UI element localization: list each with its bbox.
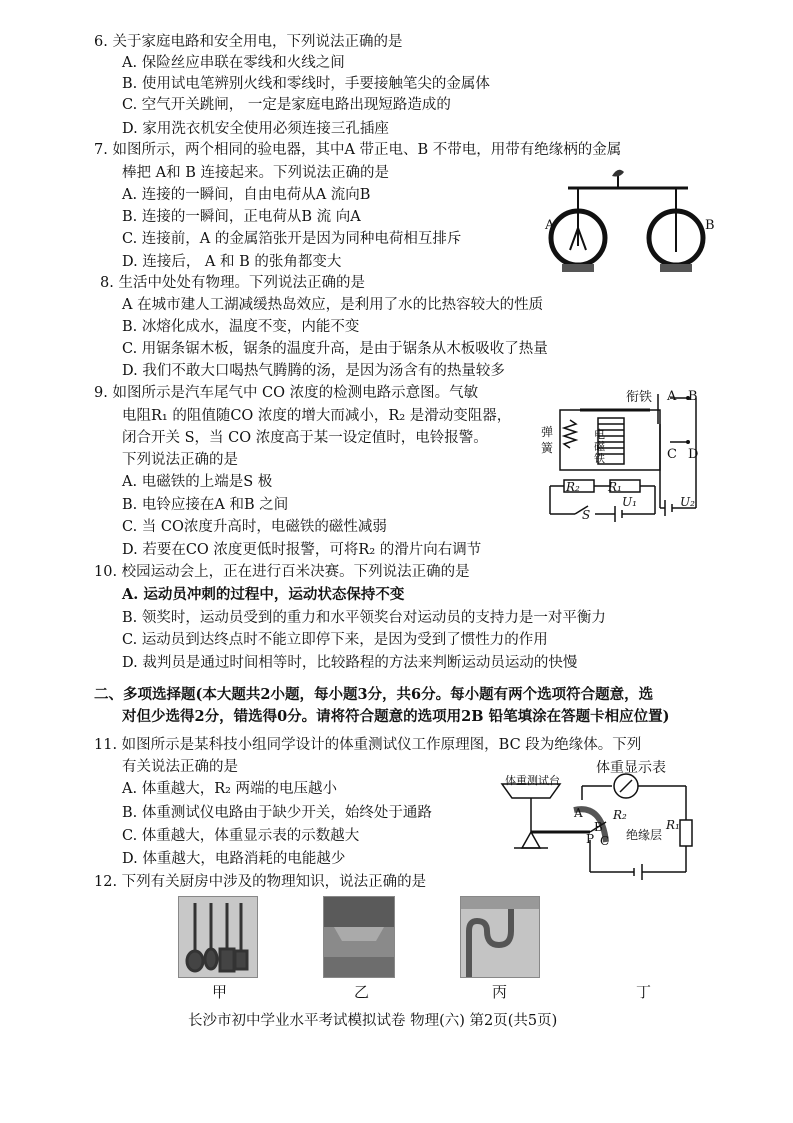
q11-stem-line2: 有关说法正确的是 (122, 759, 238, 775)
u2-label: U₂ (680, 495, 695, 509)
q11-option-c: C. 体重越大，体重显示表的示数越大 (122, 828, 360, 844)
q9-stem-line1: 9. 如图所示是汽车尾气中 CO 浓度的检测电路示意图。气敏 (94, 385, 479, 401)
r2-label: R₂ (566, 480, 580, 494)
photo-sink-trap (460, 896, 540, 978)
point-a-label: A (574, 806, 583, 820)
q11-option-d: D. 体重越大，电路消耗的电能越少 (122, 851, 346, 867)
spring-label-1: 弹 (541, 425, 554, 439)
u1-label: U₁ (622, 495, 637, 509)
q8-option-d: D. 我们不敢大口喝热气腾腾的汤，是因为汤含有的热量较多 (122, 363, 505, 379)
q6-option-a: A. 保险丝应串联在零线和火线之间 (122, 55, 345, 71)
q9-stem-line3: 闭合开关 S，当 CO 浓度高于某一设定值时，电铃报警。 (122, 430, 488, 446)
caption-bing: 丙 (492, 983, 508, 1001)
q8-option-a: A 在城市建人工湖减缓热岛效应，是利用了水的比热容较大的性质 (122, 297, 544, 313)
q10-option-d: D. 裁判员是通过时间相等时，比较路程的方法来判断运动员运动的快慢 (122, 655, 578, 671)
spring-label-2: 簧 (541, 441, 554, 455)
display-meter-title: 体重显示表 (596, 760, 666, 776)
q7-option-a: A. 连接的一瞬间，自由电荷从A 流向B (122, 187, 371, 203)
q8-option-c: C. 用锯条锯木板，锯条的温度升高，是由于锯条从木板吸收了热量 (122, 341, 548, 357)
magnet-label-3: 铁 (594, 452, 605, 465)
contact-c-label: C (667, 447, 677, 462)
q7-option-b: B. 连接的一瞬间，正电荷从B 流 向A (122, 209, 361, 225)
r2-resistor-label: R₂ (613, 808, 627, 822)
armature-label: 衔铁 (626, 390, 653, 405)
magnet-label-1: 电 (594, 428, 605, 441)
caption-jia: 甲 (212, 983, 228, 1001)
q10-option-a: A. 运动员冲刺的过程中，运动状态保持不变 (122, 586, 405, 603)
q9-option-d: D. 若要在CO 浓度更低时报警，可将R₂ 的滑片向右调节 (122, 542, 482, 558)
caption-yi: 乙 (354, 983, 370, 1001)
q7-option-d: D. 连接后， A 和 B 的张角都变大 (122, 254, 342, 270)
q10-stem: 10. 校园运动会上，正在进行百米决赛。下列说法正确的是 (94, 564, 470, 580)
section2-heading-line1: 二、多项选择题(本大题共2小题，每小题3分，共6分。每小题有两个选项符合题意，选 (94, 686, 654, 703)
photo-spatulas (178, 896, 258, 978)
q12-stem: 12. 下列有关厨房中涉及的物理知识，说法正确的是 (94, 874, 427, 890)
magnet-label-2: 磁 (594, 440, 605, 453)
point-b-label: B (594, 820, 603, 834)
caption-ding: 丁 (636, 983, 652, 1001)
q8-option-b: B. 冰熔化成水，温度不变，内能不变 (122, 319, 360, 335)
switch-s-label: S (582, 508, 591, 522)
contact-b-label: B (688, 389, 698, 404)
point-c-label: C (600, 834, 610, 848)
contact-d-label: D (688, 447, 699, 462)
q6-stem: 6. 关于家庭电路和安全用电，下列说法正确的是 (94, 34, 403, 50)
q9-option-a: A. 电磁铁的上端是S 极 (122, 474, 273, 490)
point-p-label: P (586, 832, 595, 846)
q10-option-b: B. 领奖时，运动员受到的重力和水平领奖台对运动员的支持力是一对平衡力 (122, 610, 606, 626)
electroscope-b-label: B (705, 218, 715, 233)
q7-stem-line2: 棒把 A和 B 连接起来。下列说法正确的是 (122, 165, 389, 181)
section2-heading-line2: 对但少选得2分，错选得0分。请将符合题意的选项用2B 铅笔填涂在答题卡相应位置) (122, 708, 670, 725)
q11-stem-line1: 11. 如图所示是某科技小组同学设计的体重测试仪工作原理图，BC 段为绝缘体。下列 (94, 737, 642, 753)
q10-option-c: C. 运动员到达终点时不能立即停下来，是因为受到了惯性力的作用 (122, 632, 548, 648)
q9-stem-line4: 下列说法正确的是 (122, 452, 238, 468)
q9-option-c: C. 当 CO浓度升高时，电磁铁的磁性减弱 (122, 519, 387, 535)
platform-label: 体重测试台 (505, 774, 560, 787)
contact-a-label: A (667, 389, 677, 404)
q11-option-a: A. 体重越大，R₂ 两端的电压越小 (122, 781, 338, 797)
q8-stem: 8. 生活中处处有物理。下列说法正确的是 (100, 275, 365, 291)
page-footer: 长沙市初中学业水平考试模拟试卷 物理(六) 第2页(共5页) (188, 1013, 558, 1029)
r1-resistor-label: R₁ (666, 818, 680, 832)
photo-range-hood (323, 896, 395, 978)
q9-option-b: B. 电铃应接在A 和B 之间 (122, 497, 289, 513)
q6-option-d: D. 家用洗衣机安全使用必须连接三孔插座 (122, 121, 389, 137)
q7-stem-line1: 7. 如图所示，两个相同的验电器，其中A 带正电、B 不带电，用带有绝缘柄的金属 (94, 142, 622, 158)
electroscope-figure (538, 168, 718, 280)
q11-option-b: B. 体重测试仪电路由于缺少开关，始终处于通路 (122, 805, 432, 821)
electroscope-a-label: A (545, 218, 555, 233)
insulation-label: 绝缘层 (626, 828, 663, 842)
q6-option-c: C. 空气开关跳闸， 一定是家庭电路出现短路造成的 (122, 97, 451, 113)
q6-option-b: B. 使用试电笔辨别火线和零线时，手要接触笔尖的金属体 (122, 76, 490, 92)
r1-label: R₁ (608, 480, 622, 494)
q7-option-c: C. 连接前，A 的金属箔张开是因为同种电荷相互排斥 (122, 231, 462, 247)
q9-stem-line2: 电阻R₁ 的阻值随CO 浓度的增大而减小，R₂ 是滑动变阻器， (122, 408, 512, 424)
